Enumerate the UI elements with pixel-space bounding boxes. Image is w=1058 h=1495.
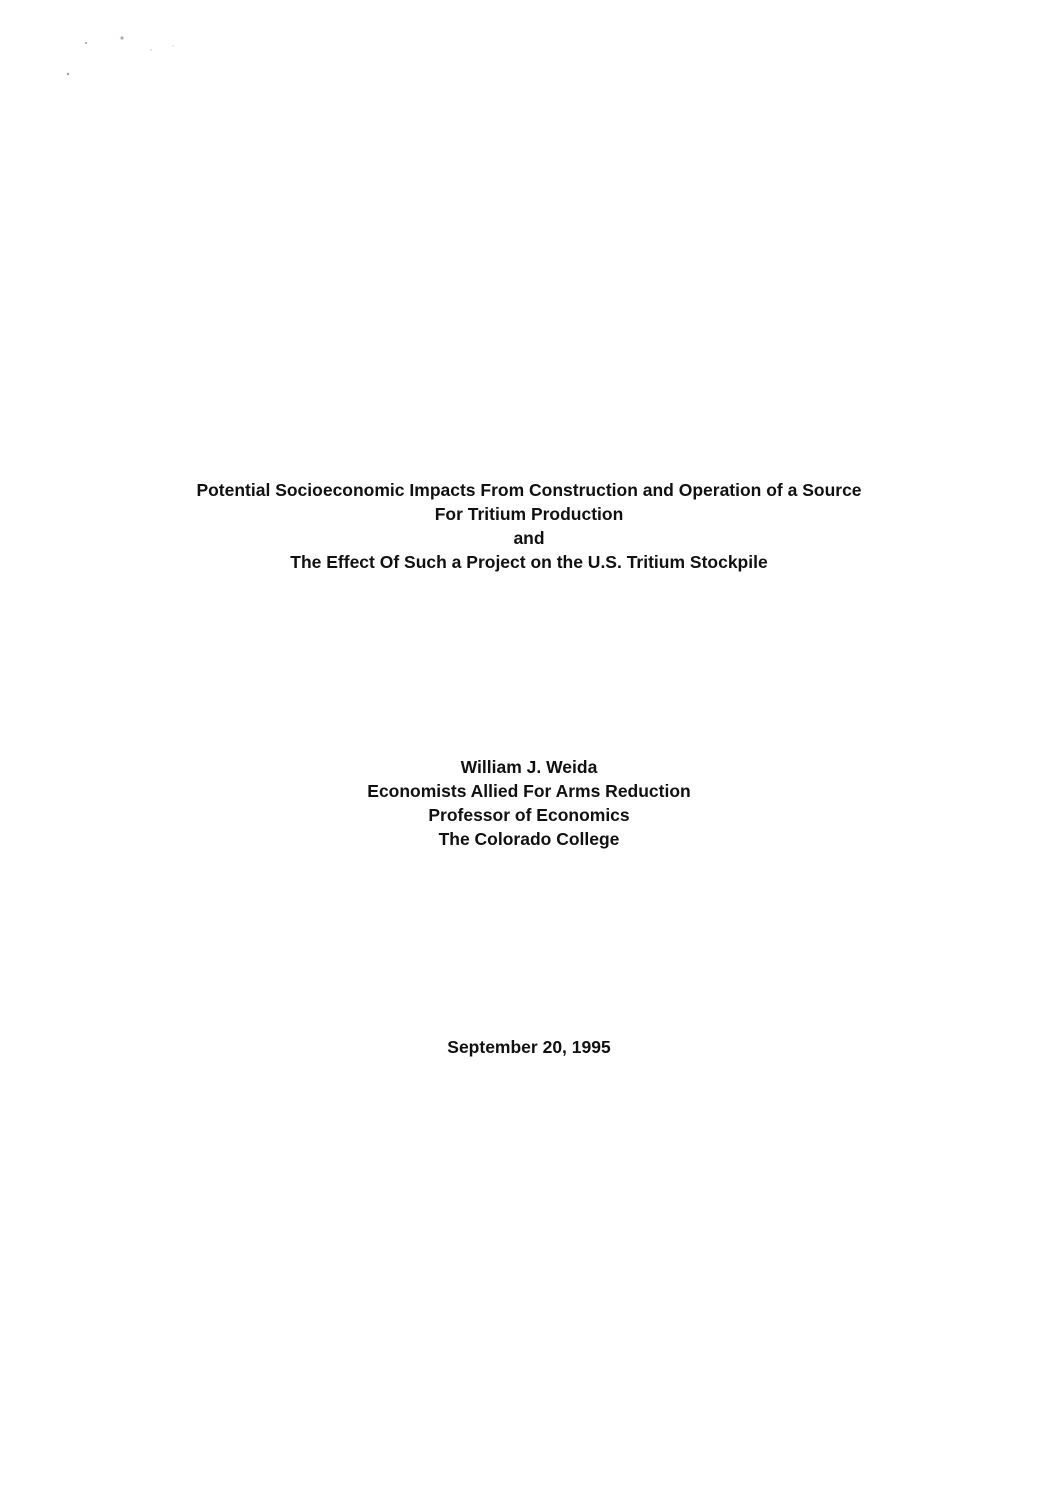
document-title: [0, 478, 1058, 574]
document-date: [0, 1035, 1058, 1059]
author-position: Professor of Economics: [428, 805, 630, 825]
author-name: William J. Weida: [460, 757, 598, 777]
author-institution: The Colorado College: [438, 829, 620, 849]
author-info: [0, 755, 1058, 851]
title-line-1: Potential Socioeconomic Impacts From Construction and Operation of a Source: [196, 480, 862, 500]
title-line-2: For Tritium Production: [434, 504, 624, 524]
title-conjunction: and: [513, 528, 545, 548]
title-line-4: The Effect Of Such a Project on the U.S. Tritium Stockpile: [290, 552, 768, 572]
scan-artifact-specks: [55, 28, 185, 88]
author-organization: Economists Allied For Arms Reduction: [367, 781, 691, 801]
date-text: September 20, 1995: [447, 1037, 611, 1057]
